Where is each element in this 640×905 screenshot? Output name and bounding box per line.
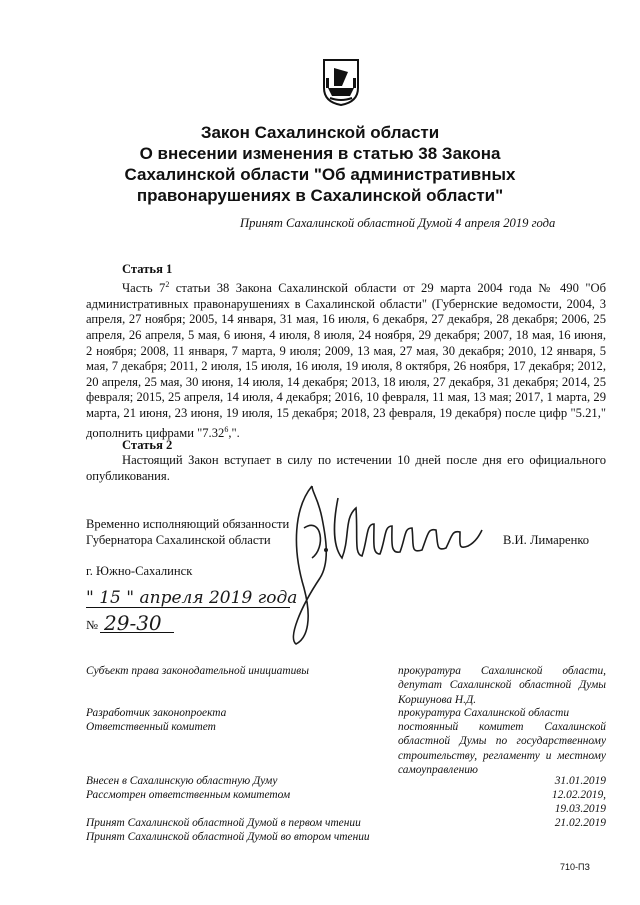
footer-label-initiative: Субъект права законодательной инициативы: [86, 665, 309, 677]
footer-label-developer: Разработчик законопроекта: [86, 707, 227, 719]
footer-value-developer: прокуратура Сахалинской области: [398, 707, 570, 719]
footer-date-value-3: 21.02.2019: [554, 817, 606, 829]
article-2-heading: Статья 2: [122, 438, 173, 452]
footer-date-label-0: Внесен в Сахалинскую областную Думу: [86, 775, 278, 787]
handwritten-number: 29-30: [104, 611, 162, 635]
title-line-1: Закон Сахалинской области: [200, 123, 440, 142]
article-2-text: Настоящий Закон вступает в силу по истечении 10 дней после дня его официального опубликования.: [86, 453, 606, 483]
article-1-text: Часть $7^2$ статьи 38 Закона Сахалинской области от 29 марта 2004 года № 490 "Об административных правонарушениях в Сахалинской области" (Губернские ведомости, 2004, 3 апреля, 27 ноября; 2005, 14 января, 31 мая, 16 июля, 6 декабря, 27 декабря, 28 декабря; 2006, 25 апреля, 26 апреля, 5 мая, 6 июня, 4 июля, 8 июля, 24 ноября, 29 декабря; 2007, 18 мая, 16 июня, 2 ноября; 2008, 11 января, 7 марта, 9 июля; 2009, 13 мая, 27 мая, 30 декабря; 2010, 12 января, 5 мая, 7 декабря; 2011, 2 июля, 15 июля, 16 июля, 19 июля, 8 октября, 26 ноября, 17 декабря; 2012, 20 апреля, 25 мая, 30 июня, 14 июля, 14 декабря; 2013, 18 июля, 27 декабря, 31 декабря; 2014, 25 февраля; 2015, 25 апреля, 14 июля, 4 декабря; 2016, 10 февраля, 11 мая, 13 мая; 2017, 1 марта, 29 марта, 21 июня, 23 июня, 19 июля, 15 декабря; 2018, 23 февраля, 19 декабря) после цифр "5.21," дополнить цифрами "7.32$^6$,".: [86, 280, 606, 440]
footer-date-value-1: 12.02.2019,: [551, 789, 606, 801]
footer-date-label-1: Рассмотрен ответственным комитетом: [86, 789, 291, 801]
number-prefix: №: [86, 618, 99, 632]
footer-value-initiative: прокуратура Сахалинской области, депутат Сахалинской областной Думы Коршунова Н.Д.: [398, 665, 606, 706]
handwritten-signature: [282, 478, 492, 650]
title-line-4: правонарушениях в Сахалинской области": [136, 186, 504, 205]
article-1-heading: Статья 1: [122, 262, 173, 276]
footer-date-value-2: 19.03.2019: [554, 803, 606, 815]
document-code: 710-ПЗ: [560, 862, 590, 872]
coat-of-arms-icon: [322, 58, 360, 106]
title-line-2: О внесении изменения в статью 38 Закона: [139, 144, 501, 163]
footer-date-label-3: Принят Сахалинской областной Думой в первом чтении: [86, 817, 361, 829]
adopted-note: Принят Сахалинской областной Думой 4 апреля 2019 года: [240, 216, 556, 230]
footer-label-committee: Ответственный комитет: [86, 721, 216, 733]
footer-date-value-0: 31.01.2019: [554, 775, 606, 787]
signatory-name: В.И. Лимаренко: [503, 533, 590, 547]
signatory-title: Временно исполняющий обязанности Губернатора Сахалинской области: [86, 517, 290, 547]
footer-date-label-4: Принят Сахалинской областной Думой во втором чтении: [86, 831, 370, 843]
law-title: [0, 122, 640, 206]
footer-value-committee: постоянный комитет Сахалинской областной Думы по государственному строительству, регламенту и местному самоуправлению: [398, 721, 606, 777]
number-underline: [100, 632, 174, 633]
city: г. Южно-Сахалинск: [86, 564, 193, 578]
handwritten-date: " 15 " апреля 2019 года: [86, 588, 298, 608]
title-line-3: Сахалинской области "Об административных: [124, 165, 516, 184]
date-underline: [86, 592, 290, 608]
